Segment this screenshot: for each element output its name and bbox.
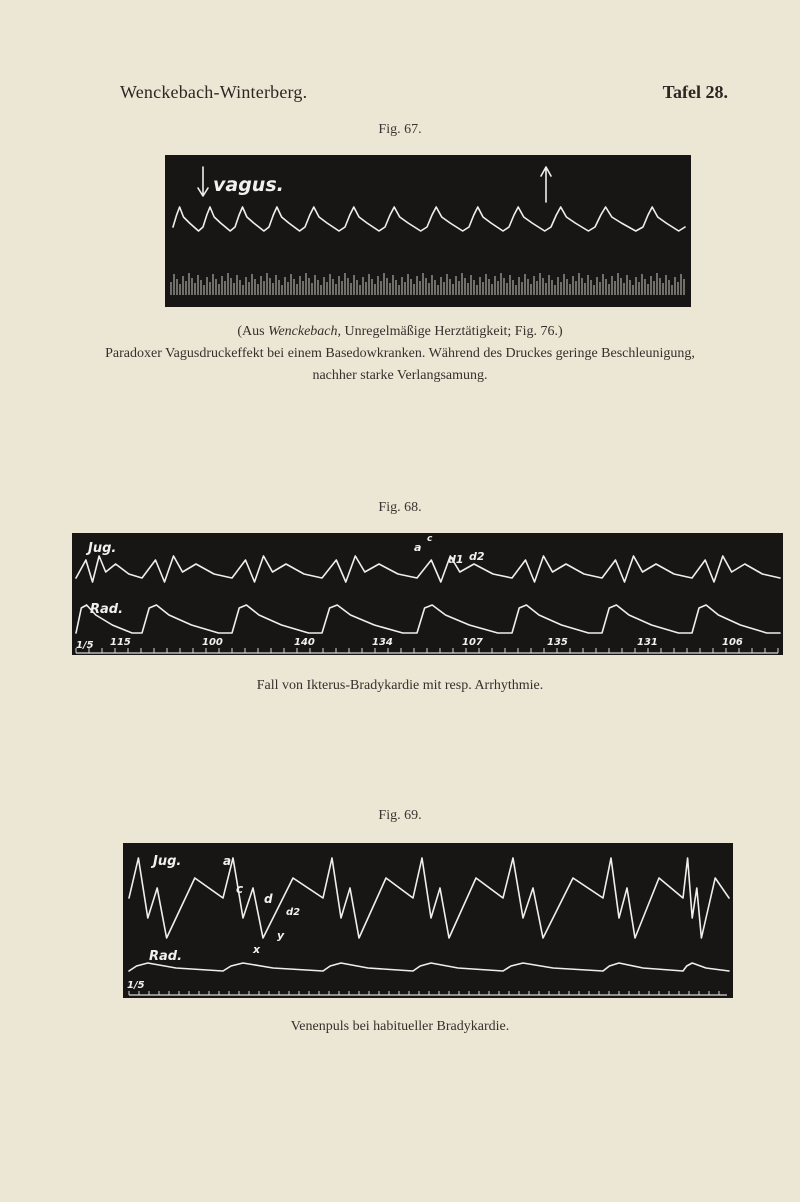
fig68-rate-number: 134: [372, 637, 393, 648]
fig68-rate-number: 135: [547, 637, 568, 648]
fig67-vagus-label: vagus.: [213, 174, 284, 196]
fig68-wave-c-label: c: [427, 534, 433, 544]
fig67-label: Fig. 67.: [378, 122, 422, 137]
fig67-vagus-arrow-down: [198, 167, 208, 196]
fig68-rate-number: 107: [462, 637, 483, 648]
fig67-caption-description: Paradoxer Vagusdruckeffekt bei einem Basedowkranken. Während des Druckes geringe Beschleunigung,: [105, 346, 695, 361]
fig68-radial-trace: [76, 605, 780, 633]
fig68-rate-number: 131: [637, 637, 658, 648]
fig67-caption-source: (Aus Wenckebach, Unregelmäßige Herztätigkeit; Fig. 76.): [237, 324, 563, 339]
fig69-caption: Venenpuls bei habitueller Bradykardie.: [290, 1019, 510, 1034]
fig68-rate-number: 115: [110, 637, 131, 648]
fig68-wave-d1-label: d1: [448, 553, 464, 566]
fig68-label: Fig. 68.: [378, 500, 422, 515]
plate-number: Tafel 28.: [662, 82, 728, 102]
fig68-rad-label: Rad.: [90, 602, 124, 617]
fig69-wave-y-label: y: [277, 929, 285, 942]
fig69-wave-d2-label: d2: [286, 907, 301, 918]
fig69-jugular-trace: [129, 858, 729, 938]
fig69-jug-label: Jug.: [153, 854, 182, 869]
fig67-tracing: [165, 155, 691, 307]
fig68-tracing: [72, 533, 783, 655]
running-header-author: Wenckebach-Winterberg.: [120, 82, 308, 102]
fig68-wave-a-label: a: [414, 541, 422, 554]
fig69-time-label: 1/5: [127, 980, 145, 991]
fig68-wave-d2-label: d2: [469, 550, 485, 563]
fig68-jug-label: Jug.: [88, 541, 117, 556]
fig69-label: Fig. 69.: [378, 808, 422, 823]
fig69-wave-c-label: c: [236, 882, 244, 896]
fig68-time-marks: [76, 648, 778, 653]
fig67-pulse-trace: [173, 207, 685, 231]
fig67-caption-description-continued: nachher starke Verlangsamung.: [312, 368, 488, 383]
fig69-time-marks: [129, 991, 727, 995]
fig67-release-arrow-up: [541, 167, 551, 202]
fig69-wave-x-label: x: [253, 943, 261, 956]
fig69-tracing: [123, 843, 733, 998]
fig67-caption-author: Wenckebach,: [268, 324, 342, 339]
fig69-radial-trace: [129, 963, 729, 971]
fig67-time-marks: [171, 273, 684, 295]
fig68-rate-number: 106: [722, 637, 743, 648]
fig68-caption: Fall von Ikterus-Bradykardie mit resp. Arrhythmie.: [256, 678, 544, 693]
fig68-time-label: 1/5: [76, 640, 94, 651]
fig69-rad-label: Rad.: [149, 949, 183, 964]
fig69-wave-a-label: a: [223, 854, 232, 868]
fig69-wave-d-label: d: [264, 892, 273, 906]
fig68-rate-number: 140: [294, 637, 315, 648]
fig68-jugular-trace: [76, 556, 780, 582]
fig68-rate-number: 100: [202, 637, 223, 648]
